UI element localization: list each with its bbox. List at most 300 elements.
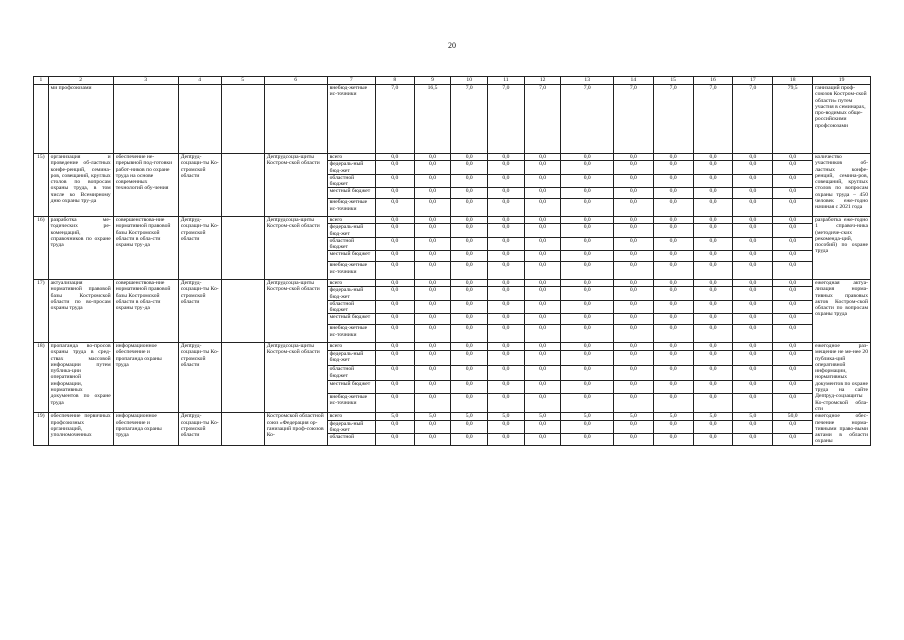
column-number-header: 7 <box>327 77 375 85</box>
amount-cell: 0,0 <box>414 325 451 343</box>
amount-cell: 0,0 <box>488 434 525 445</box>
amount-cell: 0,0 <box>693 314 733 325</box>
column-number-header: 4 <box>178 77 221 85</box>
amount-cell: 0,0 <box>561 351 613 366</box>
amount-cell: 0,0 <box>488 161 525 175</box>
amount-cell: 0,0 <box>613 381 653 393</box>
measure-name: ми профсоюзами <box>48 85 113 154</box>
amount-cell: 7,0 <box>375 85 414 154</box>
funding-source: федераль-ный бюд-жет <box>327 161 375 175</box>
column-number-header: 9 <box>414 77 451 85</box>
amount-cell: 0,0 <box>653 216 693 223</box>
amount-cell: 0,0 <box>375 262 414 280</box>
column-number-header: 16 <box>693 77 733 85</box>
amount-cell: 0,0 <box>451 224 488 238</box>
amount-cell: 0,0 <box>733 279 773 286</box>
amount-cell: 0,0 <box>773 154 813 161</box>
amount-cell: 0,0 <box>451 325 488 343</box>
amount-cell: 0,0 <box>451 174 488 188</box>
amount-cell: 0,0 <box>561 262 613 280</box>
amount-cell: 0,0 <box>375 325 414 343</box>
amount-cell: 0,0 <box>524 161 561 175</box>
amount-cell: 0,0 <box>733 251 773 262</box>
amount-cell: 0,0 <box>488 381 525 393</box>
amount-cell: 0,0 <box>773 262 813 280</box>
amount-cell: 0,0 <box>375 279 414 286</box>
amount-cell: 0,0 <box>613 174 653 188</box>
funding-source: местный бюджет <box>327 381 375 393</box>
column-number-header: 3 <box>113 77 178 85</box>
amount-cell: 0,0 <box>488 314 525 325</box>
amount-cell: 0,0 <box>693 434 733 445</box>
amount-cell: 16,5 <box>414 85 451 154</box>
amount-cell: 0,0 <box>653 154 693 161</box>
amount-cell: 0,0 <box>375 420 414 434</box>
amount-cell: 0,0 <box>733 393 773 413</box>
amount-cell: 0,0 <box>375 393 414 413</box>
amount-cell: 0,0 <box>733 342 773 350</box>
task-name: информационное обеспечение и пропаганда охраны труда <box>113 342 178 412</box>
amount-cell: 0,0 <box>773 287 813 301</box>
funding-source: внебюд-жетные ис-точники <box>327 85 375 154</box>
amount-cell: 0,0 <box>414 251 451 262</box>
amount-cell: 0,0 <box>653 224 693 238</box>
amount-cell: 0,0 <box>375 251 414 262</box>
amount-cell: 0,0 <box>375 351 414 366</box>
amount-cell: 0,0 <box>733 262 773 280</box>
amount-cell: 0,0 <box>773 325 813 343</box>
amount-cell: 0,0 <box>653 420 693 434</box>
amount-cell: 0,0 <box>451 188 488 199</box>
amount-cell: 0,0 <box>375 342 414 350</box>
amount-cell: 0,0 <box>693 224 733 238</box>
amount-cell: 0,0 <box>524 237 561 251</box>
program-table <box>33 76 871 446</box>
amount-cell: 0,0 <box>693 300 733 314</box>
amount-cell: 0,0 <box>414 154 451 161</box>
amount-cell: 0,0 <box>613 216 653 223</box>
amount-cell: 0,0 <box>613 279 653 286</box>
amount-cell: 0,0 <box>488 199 525 217</box>
amount-cell: 0,0 <box>414 174 451 188</box>
amount-cell: 0,0 <box>414 420 451 434</box>
executor: Депtрудсоцза-щиты Костром-ской области <box>264 216 327 279</box>
amount-cell: 7,0 <box>524 85 561 154</box>
amount-cell: 7,0 <box>733 85 773 154</box>
amount-cell: 0,0 <box>653 287 693 301</box>
amount-cell: 0,0 <box>488 342 525 350</box>
amount-cell: 0,0 <box>561 224 613 238</box>
funding-source: местный бюджет <box>327 188 375 199</box>
column-number-header: 8 <box>375 77 414 85</box>
amount-cell: 0,0 <box>613 434 653 445</box>
amount-cell: 0,0 <box>451 216 488 223</box>
amount-cell: 0,0 <box>414 216 451 223</box>
amount-cell: 0,0 <box>773 300 813 314</box>
task-name: обеспечение не-прерывной под-готовки работ-ников по охране труда на основе современных технологий обу-чения <box>113 154 178 217</box>
amount-cell: 0,0 <box>561 287 613 301</box>
responsible <box>178 85 221 154</box>
funding-row <box>34 413 871 420</box>
amount-cell: 0,0 <box>451 237 488 251</box>
funding-source: внебюд-жетные ис-точники <box>327 199 375 217</box>
amount-cell: 0,0 <box>488 251 525 262</box>
funding-source: внебюд-жетные ис-точники <box>327 393 375 413</box>
amount-cell: 0,0 <box>653 174 693 188</box>
amount-cell: 0,0 <box>653 314 693 325</box>
amount-cell: 0,0 <box>488 279 525 286</box>
co-executor <box>221 413 264 445</box>
responsible: Депtруд-соцзащи-ты Ко-стромской области <box>178 413 221 445</box>
amount-cell: 0,0 <box>693 342 733 350</box>
column-number-header: 5 <box>221 77 264 85</box>
amount-cell: 0,0 <box>693 393 733 413</box>
amount-cell: 0,0 <box>561 366 613 381</box>
amount-cell: 0,0 <box>488 325 525 343</box>
amount-cell: 0,0 <box>693 216 733 223</box>
entry-number: 19) <box>34 413 49 445</box>
amount-cell: 0,0 <box>733 366 773 381</box>
funding-source: всего <box>327 413 375 420</box>
co-executor <box>221 342 264 412</box>
measure-name: обеспечение первичных профсоюзных организаций, уполномоченных <box>48 413 113 445</box>
amount-cell: 0,0 <box>733 381 773 393</box>
amount-cell: 0,0 <box>653 237 693 251</box>
amount-cell: 0,0 <box>773 342 813 350</box>
column-number-header: 11 <box>488 77 525 85</box>
amount-cell: 0,0 <box>653 188 693 199</box>
amount-cell: 0,0 <box>451 279 488 286</box>
amount-cell: 0,0 <box>561 420 613 434</box>
amount-cell: 0,0 <box>488 154 525 161</box>
funding-row <box>34 342 871 350</box>
amount-cell: 0,0 <box>613 342 653 350</box>
column-number-header: 15 <box>653 77 693 85</box>
amount-cell: 0,0 <box>414 224 451 238</box>
amount-cell: 0,0 <box>613 161 653 175</box>
amount-cell: 0,0 <box>488 287 525 301</box>
amount-cell: 0,0 <box>561 161 613 175</box>
amount-cell: 0,0 <box>414 287 451 301</box>
amount-cell: 0,0 <box>375 434 414 445</box>
amount-cell: 0,0 <box>375 154 414 161</box>
funding-source: федераль-ный бюд-жет <box>327 224 375 238</box>
amount-cell: 0,0 <box>524 325 561 343</box>
amount-cell: 0,0 <box>375 188 414 199</box>
amount-cell: 0,0 <box>733 161 773 175</box>
task-name: совершенствова-ние нормативной правовой базы Костромской области в обла-сти охраны тру-да <box>113 216 178 279</box>
amount-cell: 0,0 <box>524 314 561 325</box>
amount-cell: 0,0 <box>613 199 653 217</box>
amount-cell: 0,0 <box>524 174 561 188</box>
funding-row <box>34 216 871 223</box>
column-number-header: 2 <box>48 77 113 85</box>
amount-cell: 0,0 <box>733 434 773 445</box>
amount-cell: 0,0 <box>561 199 613 217</box>
amount-cell: 0,0 <box>733 188 773 199</box>
measure-name: организация и проведение об-ластных конфе-ренций, семина-ров, совещаний, круглых столов по вопросам охраны труда, в том числе ко Всемирному дню охраны тру-да <box>48 154 113 217</box>
amount-cell: 0,0 <box>653 381 693 393</box>
amount-cell: 0,0 <box>414 434 451 445</box>
amount-cell: 0,0 <box>653 351 693 366</box>
amount-cell: 0,0 <box>733 224 773 238</box>
amount-cell: 0,0 <box>653 434 693 445</box>
continuation-row <box>34 85 871 154</box>
amount-cell: 5,0 <box>488 413 525 420</box>
co-executor <box>221 85 264 154</box>
funding-source: федераль-ный бюд-жет <box>327 351 375 366</box>
funding-source: внебюд-жетные ис-точники <box>327 325 375 343</box>
funding-row <box>34 154 871 161</box>
amount-cell: 0,0 <box>733 174 773 188</box>
column-number-header: 17 <box>733 77 773 85</box>
amount-cell: 0,0 <box>693 188 733 199</box>
amount-cell: 7,0 <box>488 85 525 154</box>
entry-number: 15) <box>34 154 49 217</box>
amount-cell: 0,0 <box>613 237 653 251</box>
amount-cell: 0,0 <box>488 420 525 434</box>
amount-cell: 0,0 <box>561 342 613 350</box>
funding-source: всего <box>327 216 375 223</box>
amount-cell: 0,0 <box>613 251 653 262</box>
amount-cell: 0,0 <box>414 262 451 280</box>
amount-cell: 0,0 <box>524 342 561 350</box>
amount-cell: 0,0 <box>733 314 773 325</box>
amount-cell: 0,0 <box>451 161 488 175</box>
amount-cell: 5,0 <box>693 413 733 420</box>
amount-cell: 0,0 <box>653 279 693 286</box>
amount-cell: 0,0 <box>561 188 613 199</box>
funding-source: всего <box>327 342 375 350</box>
amount-cell: 0,0 <box>733 325 773 343</box>
responsible: Депtруд-соцзащи-ты Ко-стромской области <box>178 216 221 279</box>
amount-cell: 0,0 <box>561 154 613 161</box>
amount-cell: 0,0 <box>375 199 414 217</box>
amount-cell: 0,0 <box>488 188 525 199</box>
amount-cell: 0,0 <box>653 366 693 381</box>
responsible: Депtруд-соцзащи-ты Ко-стромской области <box>178 279 221 342</box>
column-number-header: 14 <box>613 77 653 85</box>
amount-cell: 0,0 <box>524 434 561 445</box>
amount-cell: 5,0 <box>613 413 653 420</box>
amount-cell: 0,0 <box>773 161 813 175</box>
amount-cell: 0,0 <box>693 381 733 393</box>
amount-cell: 0,0 <box>773 279 813 286</box>
amount-cell: 0,0 <box>773 366 813 381</box>
amount-cell: 0,0 <box>524 300 561 314</box>
funding-source: внебюд-жетные ис-точники <box>327 262 375 280</box>
amount-cell: 0,0 <box>693 237 733 251</box>
amount-cell: 0,0 <box>561 314 613 325</box>
amount-cell: 0,0 <box>414 351 451 366</box>
amount-cell: 0,0 <box>693 251 733 262</box>
amount-cell: 7,0 <box>561 85 613 154</box>
funding-source: областной бюджет <box>327 300 375 314</box>
amount-cell: 0,0 <box>524 420 561 434</box>
amount-cell: 0,0 <box>773 216 813 223</box>
amount-cell: 0,0 <box>375 237 414 251</box>
amount-cell: 0,0 <box>561 393 613 413</box>
amount-cell: 0,0 <box>375 366 414 381</box>
amount-cell: 0,0 <box>693 351 733 366</box>
funding-source: областной <box>327 434 375 445</box>
amount-cell: 0,0 <box>488 262 525 280</box>
executor: Депtрудсоцза-щиты Костром-ской области <box>264 279 327 342</box>
amount-cell: 5,0 <box>414 413 451 420</box>
amount-cell: 7,0 <box>693 85 733 154</box>
amount-cell: 50,0 <box>773 413 813 420</box>
amount-cell: 0,0 <box>375 314 414 325</box>
amount-cell: 7,0 <box>451 85 488 154</box>
funding-source: федераль-ный бюд-жет <box>327 420 375 434</box>
amount-cell: 0,0 <box>451 154 488 161</box>
amount-cell: 0,0 <box>488 393 525 413</box>
co-executor <box>221 216 264 279</box>
amount-cell: 7,0 <box>613 85 653 154</box>
amount-cell: 0,0 <box>488 300 525 314</box>
amount-cell: 0,0 <box>693 279 733 286</box>
amount-cell: 0,0 <box>653 393 693 413</box>
column-number-header: 1 <box>34 77 49 85</box>
amount-cell: 0,0 <box>653 262 693 280</box>
amount-cell: 0,0 <box>613 351 653 366</box>
amount-cell: 0,0 <box>488 237 525 251</box>
expected-result: ежегодное раз-мещение не ме-нее 20 публика-ций оперативной информации, нормативных документов по охране труда на сайте Депtруд-соцзащиты Ко-стромской обла-сти <box>813 342 871 412</box>
amount-cell: 0,0 <box>414 314 451 325</box>
amount-cell: 0,0 <box>693 420 733 434</box>
amount-cell: 7,0 <box>653 85 693 154</box>
amount-cell: 0,0 <box>773 314 813 325</box>
amount-cell: 0,0 <box>561 251 613 262</box>
amount-cell: 0,0 <box>414 188 451 199</box>
column-number-header: 13 <box>561 77 613 85</box>
amount-cell: 0,0 <box>773 434 813 445</box>
amount-cell: 0,0 <box>693 325 733 343</box>
amount-cell: 0,0 <box>613 366 653 381</box>
amount-cell: 0,0 <box>733 237 773 251</box>
amount-cell: 5,0 <box>561 413 613 420</box>
column-number-header: 10 <box>451 77 488 85</box>
amount-cell: 0,0 <box>488 216 525 223</box>
amount-cell: 0,0 <box>693 174 733 188</box>
expected-result: ганизаций проф-союзов Костром-ской области» путем участия в семинарах, про-водимых обще-российскими профсоюзами <box>813 85 871 154</box>
measure-name: разработка ме-тодических ре-комендаций, справочников по охране труда <box>48 216 113 279</box>
expected-result: ежегодное обес-печение норма-тивными право-выми актами в области охраны <box>813 413 871 445</box>
amount-cell: 0,0 <box>488 174 525 188</box>
amount-cell: 0,0 <box>693 287 733 301</box>
amount-cell: 0,0 <box>375 161 414 175</box>
column-number-header: 6 <box>264 77 327 85</box>
column-number-header: 19 <box>813 77 871 85</box>
amount-cell: 0,0 <box>524 366 561 381</box>
amount-cell: 0,0 <box>524 262 561 280</box>
funding-source: областной бюджет <box>327 174 375 188</box>
amount-cell: 0,0 <box>693 366 733 381</box>
amount-cell: 0,0 <box>561 279 613 286</box>
amount-cell: 0,0 <box>561 434 613 445</box>
executor <box>264 85 327 154</box>
funding-source: федераль-ный бюд-жет <box>327 287 375 301</box>
amount-cell: 0,0 <box>561 237 613 251</box>
header-row <box>34 77 871 85</box>
funding-source: всего <box>327 279 375 286</box>
amount-cell: 0,0 <box>773 420 813 434</box>
entry-number: 17) <box>34 279 49 342</box>
amount-cell: 0,0 <box>773 393 813 413</box>
amount-cell: 5,0 <box>451 413 488 420</box>
amount-cell: 0,0 <box>451 262 488 280</box>
amount-cell: 0,0 <box>693 161 733 175</box>
funding-source: всего <box>327 154 375 161</box>
amount-cell: 0,0 <box>773 351 813 366</box>
amount-cell: 0,0 <box>375 216 414 223</box>
entry-number: 16) <box>34 216 49 279</box>
amount-cell: 0,0 <box>451 300 488 314</box>
amount-cell: 0,0 <box>773 224 813 238</box>
expected-result: разработка еже-годно 1 справоч-ника (методиче-ских рекоменда-ций, пособий) по охране труда <box>813 216 871 279</box>
amount-cell: 0,0 <box>451 366 488 381</box>
amount-cell: 0,0 <box>451 393 488 413</box>
amount-cell: 0,0 <box>375 224 414 238</box>
funding-source: местный бюджет <box>327 314 375 325</box>
amount-cell: 0,0 <box>733 300 773 314</box>
amount-cell: 0,0 <box>613 325 653 343</box>
amount-cell: 0,0 <box>524 351 561 366</box>
entry-number <box>34 85 49 154</box>
amount-cell: 79,5 <box>773 85 813 154</box>
task-name <box>113 85 178 154</box>
amount-cell: 0,0 <box>414 199 451 217</box>
amount-cell: 0,0 <box>693 199 733 217</box>
amount-cell: 0,0 <box>414 342 451 350</box>
amount-cell: 0,0 <box>653 325 693 343</box>
amount-cell: 0,0 <box>773 199 813 217</box>
amount-cell: 0,0 <box>451 287 488 301</box>
amount-cell: 0,0 <box>414 366 451 381</box>
amount-cell: 0,0 <box>733 287 773 301</box>
amount-cell: 0,0 <box>414 381 451 393</box>
amount-cell: 0,0 <box>773 174 813 188</box>
amount-cell: 0,0 <box>488 351 525 366</box>
amount-cell: 0,0 <box>451 420 488 434</box>
amount-cell: 0,0 <box>613 287 653 301</box>
amount-cell: 0,0 <box>561 300 613 314</box>
page-number: 20 <box>448 41 456 50</box>
amount-cell: 0,0 <box>561 381 613 393</box>
amount-cell: 0,0 <box>561 216 613 223</box>
amount-cell: 0,0 <box>693 262 733 280</box>
funding-source: областной бюджет <box>327 237 375 251</box>
amount-cell: 0,0 <box>561 325 613 343</box>
amount-cell: 0,0 <box>414 393 451 413</box>
funding-source: местный бюджет <box>327 251 375 262</box>
amount-cell: 0,0 <box>451 434 488 445</box>
responsible: Депtруд-соцзащи-ты Ко-стромской области <box>178 154 221 217</box>
amount-cell: 0,0 <box>773 381 813 393</box>
amount-cell: 0,0 <box>613 262 653 280</box>
amount-cell: 0,0 <box>733 199 773 217</box>
amount-cell: 0,0 <box>414 237 451 251</box>
executor: Депtрудсоцза-щиты Костром-ской области <box>264 154 327 217</box>
measure-name: актуализация нормативной правовой базы Костромской области по во-просам охраны труда <box>48 279 113 342</box>
expected-result: ежегодная актуа-лизация норма-тивных правовых актов Костром-ской области по вопросам охраны труда <box>813 279 871 342</box>
amount-cell: 0,0 <box>451 342 488 350</box>
amount-cell: 0,0 <box>613 224 653 238</box>
column-number-header: 18 <box>773 77 813 85</box>
amount-cell: 0,0 <box>414 300 451 314</box>
responsible: Депtруд-соцзащи-ты Ко-стромской области <box>178 342 221 412</box>
amount-cell: 0,0 <box>653 251 693 262</box>
